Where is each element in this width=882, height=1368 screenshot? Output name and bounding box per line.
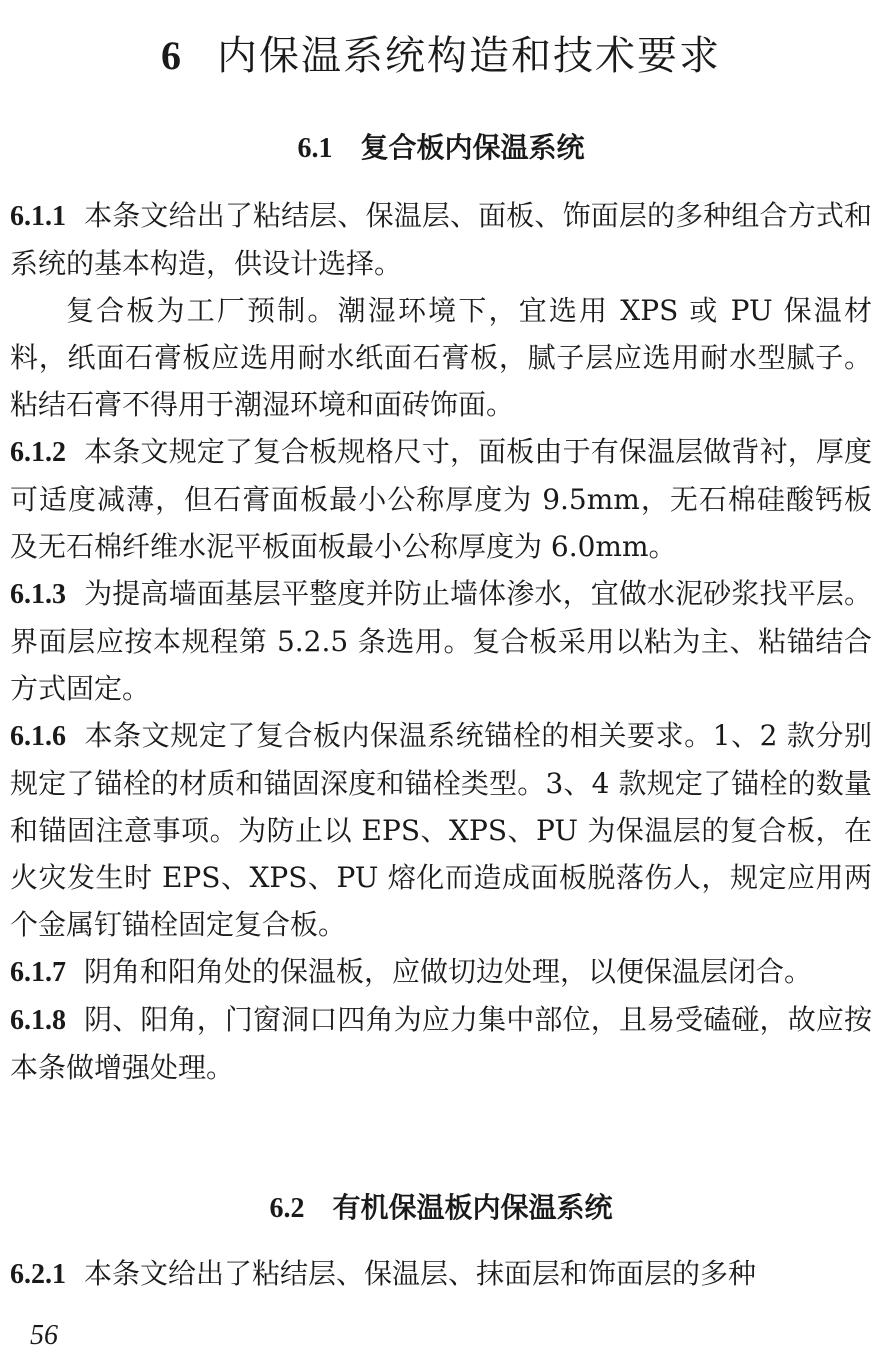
- section-title-6-2: [0, 1188, 882, 1229]
- clause-paragraph: [10, 570, 872, 712]
- body-paragraph: [10, 287, 872, 428]
- section-number: 6.1: [297, 133, 333, 164]
- chapter-title: [0, 28, 882, 84]
- section-6-2-body: [10, 1250, 872, 1298]
- clause-number: 6.1.1: [10, 201, 66, 232]
- section-6-1-body: [10, 192, 872, 1091]
- clause-number: 6.1.3: [10, 579, 66, 610]
- clause-paragraph: [10, 712, 872, 948]
- section-title-text: 有机保温板内保温系统: [332, 1191, 613, 1224]
- page-number: 56: [30, 1320, 58, 1351]
- paragraph-text: 复合板为工厂预制。潮湿环境下，宜选用 XPS 或 PU 保温材料，纸面石膏板应选用耐水纸面石膏板，腻子层应选用耐水型腻子。粘结石膏不得用于潮湿环境和面砖饰面。: [10, 294, 872, 421]
- clause-text: 阴角和阳角处的保温板，应做切边处理，以便保温层闭合。: [84, 955, 813, 988]
- chapter-title-text: 内保温系统构造和技术要求: [217, 33, 721, 79]
- clause-number: 6.1.7: [10, 957, 66, 988]
- clause-text: 阴、阳角，门窗洞口四角为应力集中部位，且易受磕碰，故应按本条做增强处理。: [10, 1003, 872, 1084]
- clause-number: 6.1.6: [10, 721, 66, 752]
- clause-text: 为提高墙面基层平整度并防止墙体渗水，宜做水泥砂浆找平层。界面层应按本规程第 5.2.5 条选用。复合板采用以粘为主、粘锚结合方式固定。: [10, 577, 872, 705]
- section-title-text: 复合板内保温系统: [360, 131, 585, 164]
- clause-paragraph: [10, 192, 872, 287]
- clause-text: 本条文规定了复合板内保温系统锚栓的相关要求。1、2 款分别规定了锚栓的材质和锚固深度和锚栓类型。3、4 款规定了锚栓的数量和锚固注意事项。为防止以 EPS、XPS、PU 为保温层的复合板，在火灾发生时 EPS、XPS、PU 熔化而造成面板脱落伤人，规定应用两个金属钉锚栓固定复合板。: [10, 719, 872, 941]
- clause-paragraph: [10, 996, 872, 1091]
- section-number: 6.2: [269, 1193, 305, 1224]
- clause-number: 6.1.8: [10, 1005, 66, 1036]
- clause-paragraph: [10, 428, 872, 570]
- clause-text: 本条文给出了粘结层、保温层、抹面层和饰面层的多种: [84, 1257, 757, 1290]
- clause-paragraph: [10, 1250, 872, 1298]
- clause-text: 本条文给出了粘结层、保温层、面板、饰面层的多种组合方式和系统的基本构造，供设计选择。: [10, 199, 872, 280]
- clause-paragraph: [10, 948, 872, 996]
- section-title-6-1: [0, 128, 882, 169]
- clause-text: 本条文规定了复合板规格尺寸，面板由于有保温层做背衬，厚度可适度减薄，但石膏面板最小公称厚度为 9.5mm，无石棉硅酸钙板及无石棉纤维水泥平板面板最小公称厚度为 6.0mm。: [10, 435, 872, 563]
- clause-number: 6.2.1: [10, 1259, 66, 1290]
- clause-number: 6.1.2: [10, 437, 66, 468]
- chapter-number: 6: [161, 33, 183, 78]
